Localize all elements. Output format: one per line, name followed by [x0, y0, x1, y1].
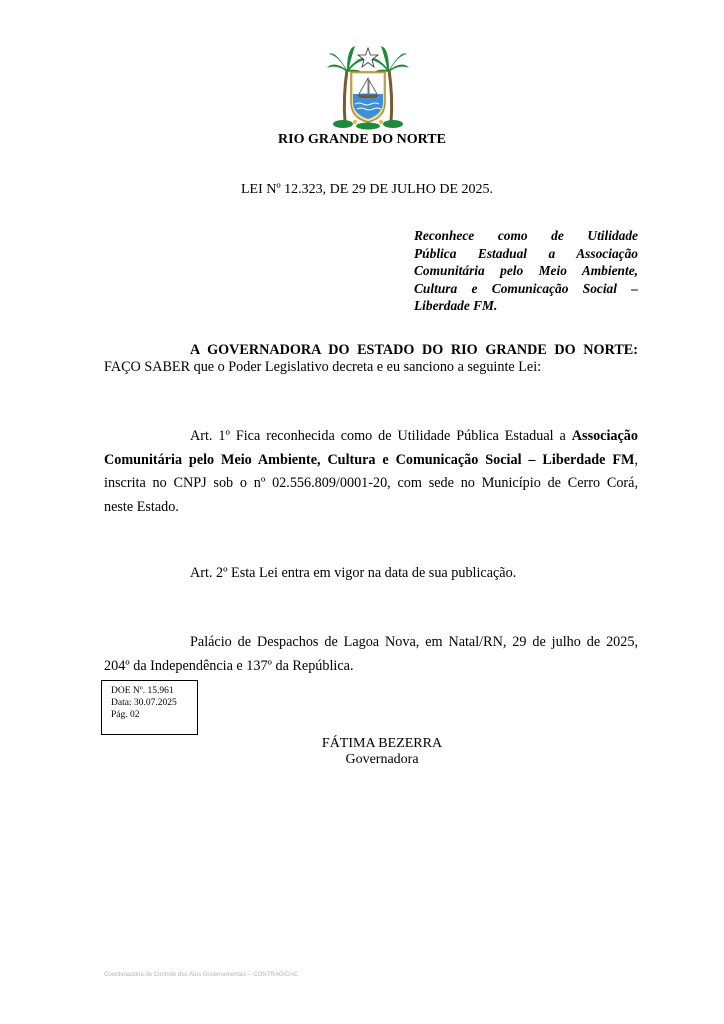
article-1 [104, 425, 638, 519]
page-footer: Coordenadoria de Controle dos Atos Governamentais – CONTRAG/GAC [104, 972, 299, 978]
article-1-line: inscrita no CNPJ sob o nº 02.556.809/0001-20, com sede no Município de Cerro Corá, [104, 475, 638, 491]
closing-line: Palácio de Despachos de Lagoa Nova, em Natal/RN, 29 de julho de 2025, [190, 634, 638, 650]
summary-line: Reconhece como de Utilidade [414, 228, 638, 243]
article-1-line: neste Estado. [104, 498, 179, 515]
article-1-text: , [634, 451, 638, 468]
article-1-line [104, 449, 638, 473]
state-coat-of-arms [325, 42, 411, 132]
article-2 [104, 562, 638, 586]
preamble-heading: A GOVERNADORA DO ESTADO DO RIO GRANDE DO NORTE: [190, 342, 638, 358]
publication-page: Pág. 02 [111, 710, 140, 720]
summary-line: Pública Estadual a Associação [414, 245, 638, 261]
article-1-line [104, 425, 638, 449]
preamble-text: FAÇO SABER que o Poder Legislativo decreta e eu sanciono a seguinte Lei: [104, 359, 542, 375]
signatory-role: Governadora [345, 752, 419, 767]
signatory-name: FÁTIMA BEZERRA [321, 736, 443, 751]
closing-line: 204º da Independência e 137º da República. [104, 657, 354, 674]
law-title: LEI Nº 12.323, DE 29 DE JULHO DE 2025. [240, 182, 494, 197]
entity-name: Comunitária pelo Meio Ambiente, Cultura e Comunicação Social – Liberdade FM [104, 451, 635, 468]
summary-line: Cultura e Comunicação Social – [414, 280, 638, 296]
publication-date: Data: 30.07.2025 [111, 698, 177, 708]
article-2-text: Art. 2º Esta Lei entra em vigor na data de sua publicação. [190, 565, 517, 581]
article-1-text: Art. 1º Fica reconhecida como de Utilidade Pública Estadual a [190, 428, 572, 444]
summary-line: Liberdade FM. [414, 298, 498, 313]
law-summary [414, 227, 638, 315]
closing [104, 631, 638, 678]
preamble [104, 342, 638, 376]
entity-name: Associação [571, 428, 638, 444]
state-name: RIO GRANDE DO NORTE [278, 132, 446, 147]
publication-stamp [101, 680, 198, 735]
doe-number: DOE Nº. 15.961 [111, 686, 174, 696]
summary-line: Comunitária pelo Meio Ambiente, [414, 263, 638, 278]
